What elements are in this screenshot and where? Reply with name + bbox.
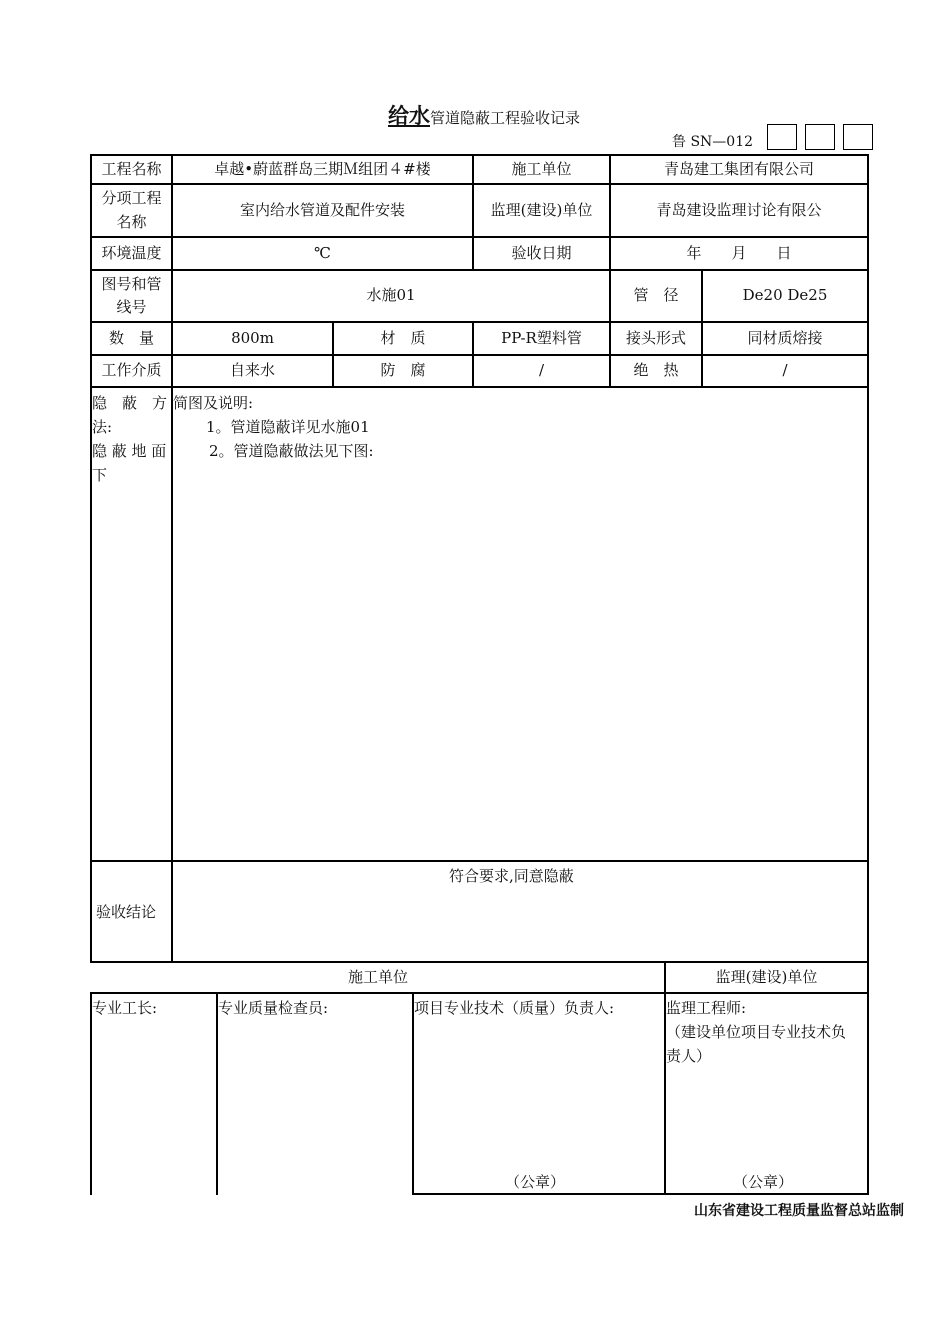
env-temp-label: 环境温度 [101, 243, 162, 262]
material-label: 材 质 [380, 328, 426, 347]
sig-construction-unit: 施工单位 [347, 967, 408, 986]
sub-project-value[interactable]: 室内给水管道及配件安装 [239, 200, 405, 219]
anticorrosion-label: 防 腐 [380, 361, 426, 380]
drawing-no-value[interactable]: 水施01 [366, 286, 416, 305]
foreman-label: 专业工长: [92, 999, 158, 1017]
pipe-dia-value[interactable]: De20 De25 [742, 286, 828, 305]
supervisor-note-2: 责人） [666, 1047, 712, 1065]
acceptance-date-label: 验收日期 [511, 243, 572, 262]
seal-left: （公章） [505, 1173, 566, 1191]
env-temp-value[interactable]: ℃ [314, 243, 331, 262]
form-code: 鲁 SN—012 [672, 134, 754, 150]
construction-unit-value[interactable]: 青岛建工集团有限公司 [663, 159, 814, 178]
quality-inspector-label: 专业质量检查员: [218, 999, 329, 1017]
anticorrosion-value[interactable]: / [538, 361, 545, 380]
supervisor-note-1: （建设单位项目专业技术负 [666, 1023, 847, 1041]
material-value[interactable]: PP-R塑料管 [501, 328, 582, 347]
project-name-label: 工程名称 [101, 159, 162, 178]
supervision-value[interactable]: 青岛建设监理讨论有限公 [656, 200, 822, 219]
sub-project-label: 分项工程名称 [101, 189, 162, 231]
desc-title: 简图及说明: [173, 394, 254, 412]
tech-lead-label: 项目专业技术（质量）负责人: [414, 999, 615, 1017]
acceptance-date-value[interactable]: 年 月 日 [686, 243, 792, 262]
joint-label: 接头形式 [625, 328, 686, 347]
insulation-label: 绝 热 [633, 361, 679, 380]
footer-issuer: 山东省建设工程质量监督总站监制 [694, 1203, 904, 1219]
seal-right: （公章） [733, 1173, 794, 1191]
insulation-value[interactable]: / [782, 361, 788, 380]
quantity-label: 数 量 [108, 328, 154, 347]
form-title [388, 100, 580, 130]
code-box-2[interactable] [805, 124, 835, 150]
project-name-value[interactable]: 卓越•蔚蓝群岛三期Ｍ组团４#楼 [214, 159, 431, 178]
title-rest: 管道隐蔽工程验收记录 [430, 109, 581, 127]
code-box-1[interactable] [767, 124, 797, 150]
drawing-no-label: 图号和管线号 [101, 274, 162, 316]
desc-item-1: 1。管道隐蔽详见水施01 [206, 418, 370, 436]
code-box-3[interactable] [843, 124, 873, 150]
medium-label: 工作介质 [101, 361, 162, 380]
sig-supervision-unit: 监理(建设)单位 [715, 967, 818, 986]
supervisor-label: 监理工程师: [666, 999, 747, 1017]
method-label-1: 隐 蔽 方 [92, 394, 168, 412]
method-label-3: 隐 蔽 地 面 [92, 442, 167, 460]
quantity-value[interactable]: 800m [231, 328, 274, 347]
construction-unit-label: 施工单位 [511, 159, 572, 178]
desc-item-2: 2。管道隐蔽做法见下图: [209, 442, 374, 460]
joint-value[interactable]: 同材质熔接 [747, 328, 823, 347]
medium-value[interactable]: 自来水 [229, 361, 275, 380]
supervision-label: 监理(建设)单位 [490, 200, 593, 219]
conclusion-label: 验收结论 [96, 903, 157, 921]
title-bold: 给水 [388, 104, 430, 128]
conclusion-text[interactable]: 符合要求,同意隐蔽 [449, 867, 574, 885]
method-label-2: 法: [92, 418, 113, 436]
method-label-4: 下 [92, 466, 108, 484]
pipe-dia-label: 管 径 [633, 286, 679, 305]
